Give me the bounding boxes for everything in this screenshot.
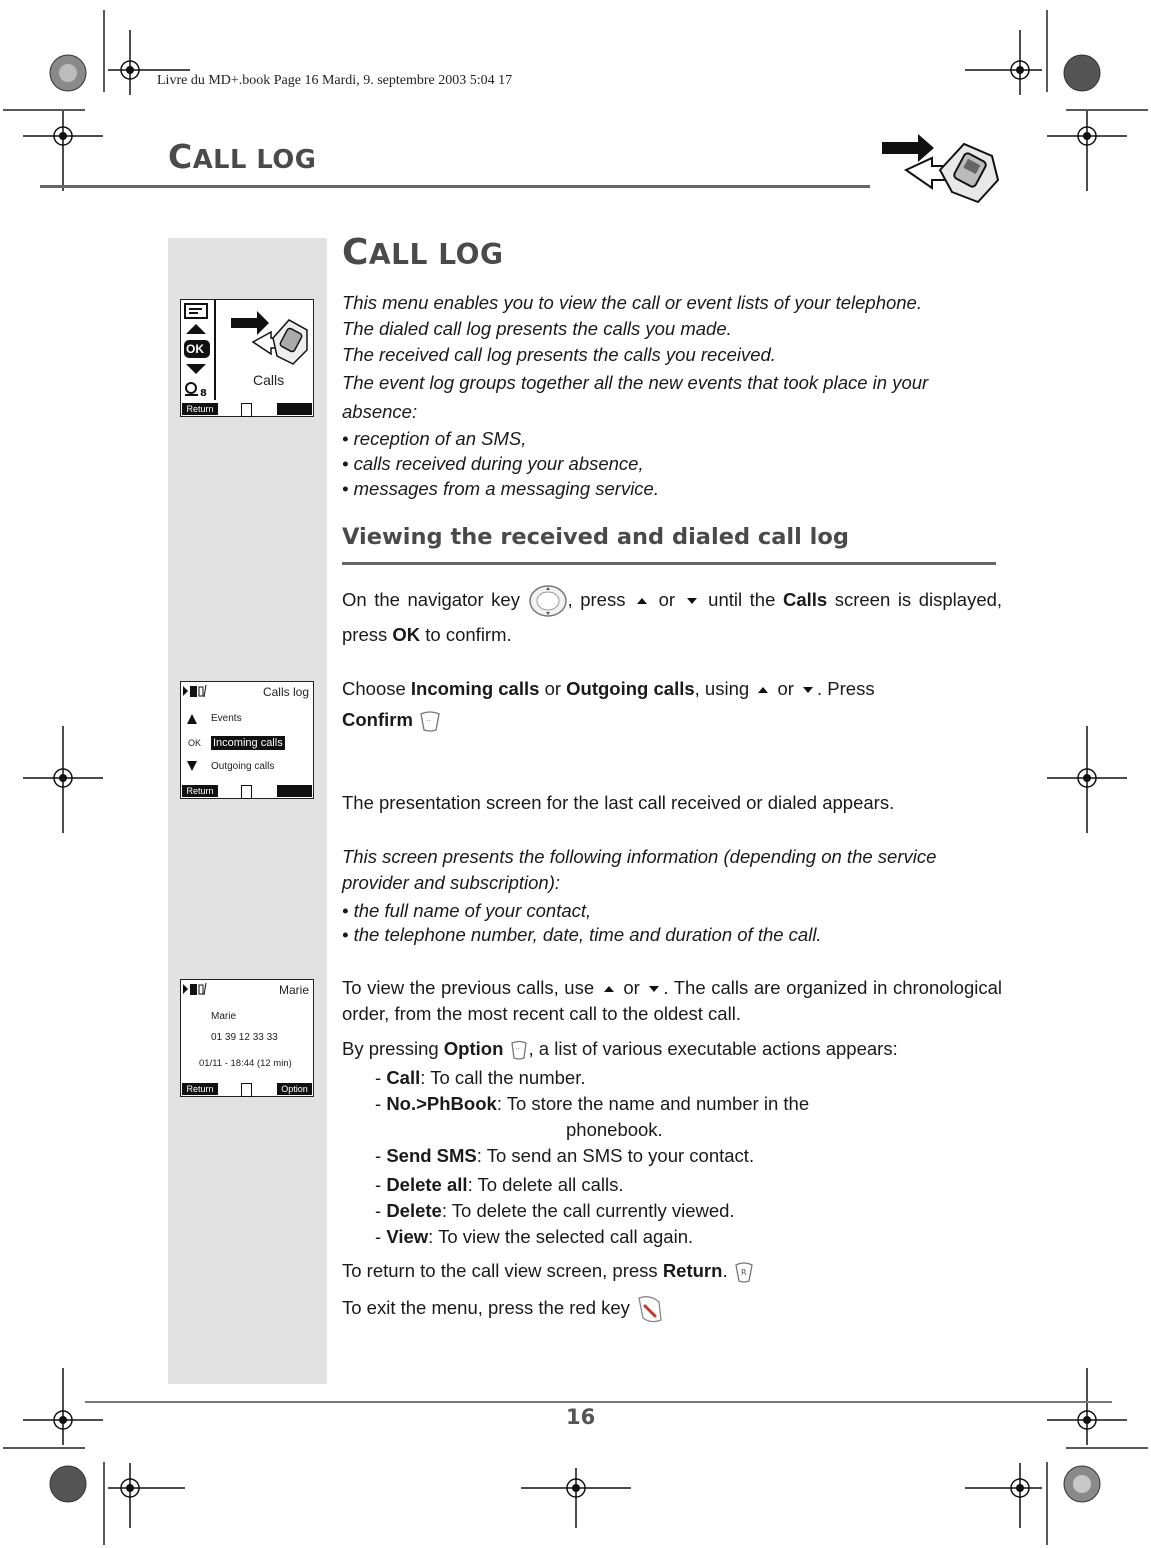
intro-line: The received call log presents the calls you received.	[342, 344, 776, 365]
up-key-icon	[604, 986, 614, 992]
intro-bullet: • messages from a messaging service.	[342, 478, 659, 499]
phone-screen-calls-log	[180, 681, 314, 799]
intro-bullet: • reception of an SMS,	[342, 428, 527, 449]
footer-rule	[85, 1401, 1112, 1403]
up-key-icon	[637, 598, 647, 604]
step5-paragraph: By pressing Option ·· , a list of various executable actions appears:	[342, 1036, 1002, 1062]
running-head-rest: ALL LOG	[192, 145, 317, 175]
svg-text:R: R	[740, 1268, 747, 1278]
page-number: 16	[566, 1405, 596, 1429]
step3-paragraph: The presentation screen for the last call received or dialed appears.	[342, 792, 895, 813]
option-item: - Delete all: To delete all calls.	[375, 1174, 624, 1195]
running-head	[168, 137, 316, 176]
option-item: - View: To view the selected call again.	[375, 1226, 694, 1247]
screen2-outgoing-item: Outgoing calls	[211, 761, 275, 772]
option-item: - No.>PhBook: To store the name and number in the	[375, 1093, 810, 1114]
up-key-icon	[758, 687, 768, 693]
right-softkey-icon	[509, 1038, 529, 1062]
option-item: - Send SMS: To send an SMS to your contact.	[375, 1145, 755, 1166]
subsection-rule	[342, 562, 996, 565]
screen1-calls-label: Calls	[253, 372, 285, 388]
intro-line: The dialed call log presents the calls you made.	[342, 318, 732, 339]
screen2-softkey-bar	[181, 784, 313, 798]
screen1-right-softkey	[277, 403, 312, 415]
screen3-return-softkey: Return	[182, 1083, 218, 1095]
running-head-rule	[40, 185, 870, 188]
screen2-scroll-icon	[241, 785, 252, 799]
screen2-events-item: Events	[211, 713, 242, 724]
screen2-title: Calls log	[262, 685, 309, 699]
running-head-cap: C	[168, 137, 193, 176]
screen1-return-softkey: Return	[182, 403, 218, 415]
screen3-option-softkey: Option	[277, 1083, 312, 1095]
step2-paragraph: Choose Incoming calls or Outgoing calls, using or . Press Confirm ··	[342, 673, 1002, 735]
screen3-status-icons	[182, 982, 210, 996]
section-title	[342, 232, 504, 273]
step1-paragraph: On the navigator key , press or until the Calls screen is displayed, press OK to confirm.	[342, 583, 1002, 651]
down-key-icon	[803, 687, 813, 693]
screen2-return-softkey: Return	[182, 785, 218, 797]
svg-text:··: ··	[514, 1045, 519, 1054]
screen2-incoming-item: Incoming calls	[213, 737, 283, 749]
info-bullet: • the telephone number, date, time and duration of the call.	[342, 924, 822, 945]
intro-bullet: • calls received during your absence,	[342, 453, 644, 474]
screen3-softkey-bar	[181, 1082, 313, 1096]
red-key-icon	[635, 1292, 665, 1326]
screen3-datetime: 01/11 - 18:44 (12 min)	[199, 1058, 292, 1069]
option-item: - Call: To call the number.	[375, 1067, 586, 1088]
info-block	[342, 844, 1002, 947]
intro-line: The event log groups together all the new events that took place in your absence:	[342, 372, 929, 422]
screen1-divider	[214, 300, 216, 400]
step7-paragraph: To exit the menu, press the red key	[342, 1292, 1002, 1326]
call-log-chapter-icon	[880, 130, 1005, 210]
info-bullet: • the full name of your contact,	[342, 900, 592, 921]
section-title-rest: ALL LOG	[368, 238, 504, 271]
section-title-cap: C	[342, 232, 369, 273]
print-header: Livre du MD+.book Page 16 Mardi, 9. septembre 2003 5:04 17	[157, 73, 513, 88]
screen1-softkey-bar	[181, 402, 313, 416]
option-item: - Delete: To delete the call currently viewed.	[375, 1200, 735, 1221]
info-intro: This screen presents the following information (depending on the service provider and subscription):	[342, 846, 937, 893]
screen2-status-icons	[182, 684, 210, 698]
phone-screen-call-detail	[180, 979, 314, 1097]
screen1-ok-label: OK	[186, 342, 204, 356]
down-key-icon	[649, 986, 659, 992]
screen3-title: Marie	[278, 983, 309, 997]
screen2-up-arrow-icon	[186, 713, 198, 725]
step6-paragraph: To return to the call view screen, press Return. R	[342, 1258, 1002, 1284]
screen1-scroll-icon	[241, 403, 252, 417]
screen2-ok-label: OK	[188, 738, 202, 748]
screen2-right-softkey	[277, 785, 312, 797]
screen3-phone-number: 01 39 12 33 33	[211, 1032, 278, 1043]
phone-screen-calls-menu	[180, 299, 314, 417]
subsection-title: Viewing the received and dialed call log	[342, 524, 849, 550]
intro-line: This menu enables you to view the call or event lists of your telephone.	[342, 292, 922, 313]
intro-block	[342, 290, 1002, 501]
navigator-key-icon	[528, 584, 568, 618]
svg-text:··: ··	[426, 717, 431, 726]
return-key-icon	[733, 1260, 755, 1284]
option-item-continued: phonebook.	[566, 1119, 663, 1140]
down-key-icon	[687, 598, 697, 604]
screen3-scroll-icon	[241, 1083, 252, 1097]
svg-text:8: 8	[200, 388, 207, 399]
left-softkey-icon	[418, 708, 442, 734]
screen2-down-arrow-icon	[186, 760, 198, 772]
step4-paragraph: To view the previous calls, use or . The calls are organized in chronological order, from the most recent call to the oldest call.	[342, 977, 1003, 1024]
screen3-contact-name: Marie	[211, 1011, 237, 1022]
call-log-icon	[229, 308, 309, 368]
